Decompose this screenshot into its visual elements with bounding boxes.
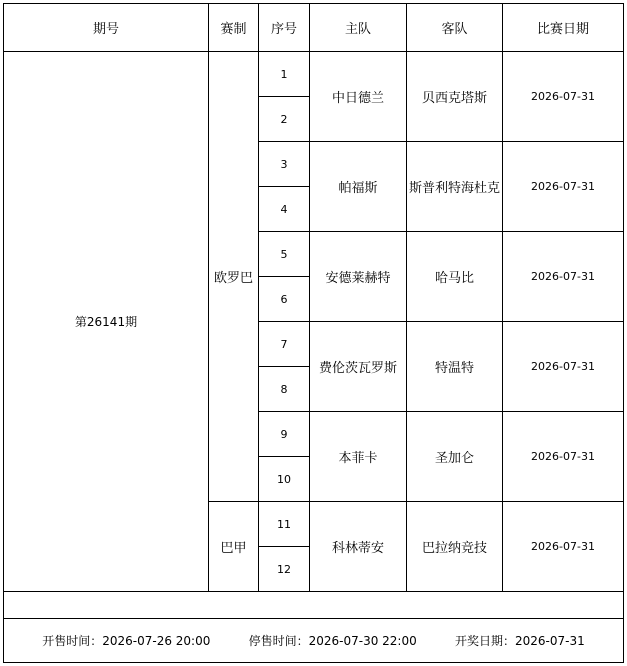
seq-cell: 6	[259, 277, 310, 322]
lottery-schedule-table	[3, 3, 624, 663]
competition-cell: 欧罗巴	[209, 52, 259, 502]
sale-stop-value: 2026-07-30 22:00	[308, 634, 417, 648]
header-competition: 赛制	[209, 4, 259, 52]
draw-date-info	[455, 632, 585, 649]
blank-row	[4, 592, 624, 619]
draw-date-value: 2026-07-31	[514, 634, 585, 648]
header-away: 客队	[407, 4, 503, 52]
seq-cell: 11	[259, 502, 310, 547]
away-team-cell: 特温特	[407, 322, 503, 412]
seq-cell: 7	[259, 322, 310, 367]
sale-start-value: 2026-07-26 20:00	[102, 634, 211, 648]
header-home: 主队	[310, 4, 407, 52]
away-team-cell: 圣加仑	[407, 412, 503, 502]
home-team-cell: 费伦茨瓦罗斯	[310, 322, 407, 412]
seq-cell: 1	[259, 52, 310, 97]
header-row	[4, 4, 624, 52]
footer-info	[4, 632, 623, 649]
seq-cell: 10	[259, 457, 310, 502]
seq-cell: 8	[259, 367, 310, 412]
match-date-cell: 2026-07-31	[503, 52, 624, 142]
seq-cell: 2	[259, 97, 310, 142]
match-date-cell: 2026-07-31	[503, 322, 624, 412]
header-period: 期号	[4, 4, 209, 52]
competition-cell: 巴甲	[209, 502, 259, 592]
away-team-cell: 哈马比	[407, 232, 503, 322]
match-date-cell: 2026-07-31	[503, 412, 624, 502]
seq-cell: 4	[259, 187, 310, 232]
seq-cell: 12	[259, 547, 310, 592]
period-cell: 第26141期	[4, 52, 209, 592]
away-team-cell: 巴拉纳竞技	[407, 502, 503, 592]
header-seq: 序号	[259, 4, 310, 52]
footer-row	[4, 619, 624, 663]
footer-cell	[4, 619, 624, 663]
home-team-cell: 安德莱赫特	[310, 232, 407, 322]
blank-cell	[4, 592, 624, 619]
sale-stop-label: 停售时间：	[248, 634, 309, 648]
home-team-cell: 科林蒂安	[310, 502, 407, 592]
table-row	[4, 52, 624, 97]
home-team-cell: 帕福斯	[310, 142, 407, 232]
sale-stop-info	[249, 632, 417, 649]
sale-start-label: 开售时间：	[42, 634, 103, 648]
seq-cell: 3	[259, 142, 310, 187]
header-date: 比赛日期	[503, 4, 624, 52]
away-team-cell: 斯普利特海杜克	[407, 142, 503, 232]
draw-date-label: 开奖日期：	[454, 634, 515, 648]
seq-cell: 9	[259, 412, 310, 457]
sale-start-info	[42, 632, 210, 649]
match-date-cell: 2026-07-31	[503, 142, 624, 232]
match-date-cell: 2026-07-31	[503, 232, 624, 322]
home-team-cell: 本菲卡	[310, 412, 407, 502]
seq-cell: 5	[259, 232, 310, 277]
away-team-cell: 贝西克塔斯	[407, 52, 503, 142]
match-date-cell: 2026-07-31	[503, 502, 624, 592]
home-team-cell: 中日德兰	[310, 52, 407, 142]
